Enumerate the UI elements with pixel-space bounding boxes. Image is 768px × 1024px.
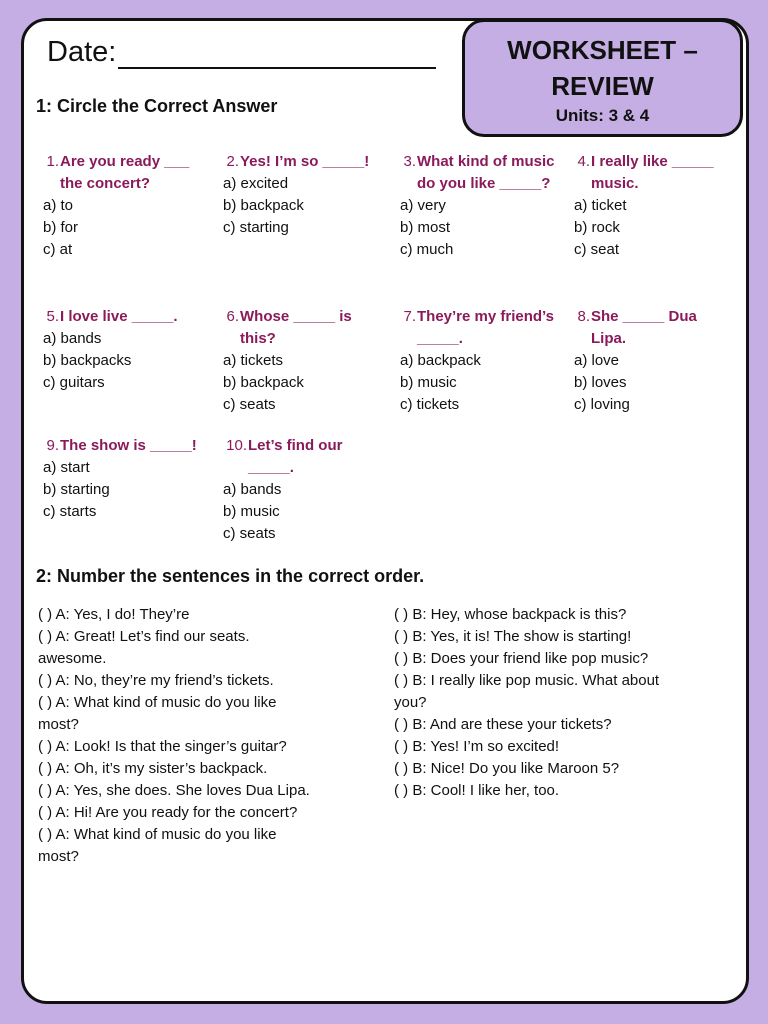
question-number: 1. <box>46 153 59 170</box>
answer-option[interactable]: b) backpacks <box>43 352 132 369</box>
question-5 <box>43 306 208 394</box>
order-list-a <box>38 604 310 868</box>
dialogue-line: ( ) A: Hi! Are you ready for the concert? <box>38 804 298 821</box>
question-4 <box>574 151 724 261</box>
dialogue-line: ( ) B: Does your friend like pop music? <box>394 650 649 667</box>
question-text: Let’s find our _____. <box>248 437 343 476</box>
question-number: 8. <box>577 308 590 325</box>
title-box <box>462 19 743 137</box>
question-text: Are you ready ___ the concert? <box>60 153 190 192</box>
question-3 <box>400 151 565 261</box>
answer-option[interactable]: b) backpack <box>223 374 304 391</box>
answer-option[interactable]: a) excited <box>223 175 289 192</box>
question-text: I love live _____. <box>60 308 178 325</box>
answer-option[interactable]: c) seat <box>574 241 620 258</box>
dialogue-line: ( ) A: Look! Is that the singer’s guitar? <box>38 738 287 755</box>
answer-option[interactable]: b) for <box>43 219 79 236</box>
order-list-b <box>394 604 659 802</box>
question-2 <box>223 151 388 239</box>
answer-option[interactable]: b) music <box>223 503 280 520</box>
question-10 <box>223 435 388 545</box>
question-number: 3. <box>403 153 416 170</box>
answer-option[interactable]: c) tickets <box>400 396 460 413</box>
answer-option[interactable]: c) much <box>400 241 454 258</box>
answer-option[interactable]: b) starting <box>43 481 110 498</box>
answer-option[interactable]: c) seats <box>223 396 276 413</box>
dialogue-line: ( ) A: What kind of music do you like <box>38 694 277 711</box>
dialogue-line: awesome. <box>38 650 107 667</box>
answer-option[interactable]: b) loves <box>574 374 627 391</box>
answer-option[interactable]: a) bands <box>43 330 102 347</box>
dialogue-line: ( ) B: Yes! I’m so excited! <box>394 738 560 755</box>
worksheet-title: WORKSHEET – REVIEW <box>507 35 698 101</box>
question-8 <box>574 306 724 416</box>
answer-option[interactable]: a) to <box>43 197 74 214</box>
answer-option[interactable]: b) most <box>400 219 451 236</box>
answer-option[interactable]: c) loving <box>574 396 630 413</box>
answer-option[interactable]: a) love <box>574 352 620 369</box>
question-text: Whose _____ is this? <box>240 308 352 347</box>
dialogue-line: ( ) A: Yes, I do! They’re <box>38 606 190 623</box>
section1-title: 1: Circle the Correct Answer <box>36 96 278 116</box>
question-text: The show is _____! <box>60 437 197 454</box>
answer-option[interactable]: c) starting <box>223 219 289 236</box>
dialogue-line: ( ) A: What kind of music do you like <box>38 826 277 843</box>
dialogue-line: ( ) B: Yes, it is! The show is starting! <box>394 628 632 645</box>
dialogue-line: you? <box>394 694 427 711</box>
question-number: 2. <box>226 153 239 170</box>
answer-option[interactable]: b) rock <box>574 219 620 236</box>
question-text: Yes! I’m so _____! <box>240 153 370 170</box>
dialogue-line: ( ) A: Oh, it’s my sister’s backpack. <box>38 760 268 777</box>
dialogue-line: most? <box>38 716 79 733</box>
answer-option[interactable]: a) bands <box>223 481 282 498</box>
answer-option[interactable]: b) music <box>400 374 457 391</box>
dialogue-line: ( ) B: I really like pop music. What about <box>394 672 660 689</box>
question-6 <box>223 306 388 416</box>
dialogue-line: ( ) B: Nice! Do you like Maroon 5? <box>394 760 620 777</box>
date-field <box>47 36 436 69</box>
answer-option[interactable]: c) seats <box>223 525 276 542</box>
question-number: 10. <box>226 437 247 454</box>
question-text: What kind of music do you like _____? <box>417 153 555 192</box>
answer-option[interactable]: b) backpack <box>223 197 304 214</box>
answer-option[interactable]: c) starts <box>43 503 97 520</box>
section2-title: 2: Number the sentences in the correct order. <box>36 566 425 586</box>
answer-option[interactable]: a) start <box>43 459 90 476</box>
answer-option[interactable]: c) guitars <box>43 374 105 391</box>
dialogue-line: ( ) A: Yes, she does. She loves Dua Lipa. <box>38 782 310 799</box>
dialogue-line: ( ) A: Great! Let’s find our seats. <box>38 628 250 645</box>
units-label: Units: 3 & 4 <box>555 106 650 125</box>
question-number: 6. <box>226 308 239 325</box>
dialogue-line: ( ) B: Cool! I like her, too. <box>394 782 560 799</box>
question-text: I really like _____ music. <box>591 153 714 192</box>
answer-option[interactable]: a) ticket <box>574 197 627 214</box>
dialogue-line: ( ) B: Hey, whose backpack is this? <box>394 606 627 623</box>
question-text: She _____ Dua Lipa. <box>591 308 697 347</box>
question-number: 4. <box>577 153 590 170</box>
dialogue-line: ( ) B: And are these your tickets? <box>394 716 612 733</box>
dialogue-line: ( ) A: No, they’re my friend’s tickets. <box>38 672 274 689</box>
question-number: 7. <box>403 308 416 325</box>
date-blank-line[interactable] <box>118 37 436 69</box>
question-9 <box>43 435 208 523</box>
question-text: They’re my friend’s _____. <box>417 308 554 347</box>
answer-option[interactable]: a) very <box>400 197 446 214</box>
question-1 <box>43 151 208 261</box>
dialogue-line: most? <box>38 848 79 865</box>
answer-option[interactable]: c) at <box>43 241 73 258</box>
answer-option[interactable]: a) tickets <box>223 352 284 369</box>
question-number: 5. <box>46 308 59 325</box>
question-number: 9. <box>46 437 59 454</box>
date-label: Date: <box>47 36 117 68</box>
answer-option[interactable]: a) backpack <box>400 352 481 369</box>
question-7 <box>400 306 565 416</box>
